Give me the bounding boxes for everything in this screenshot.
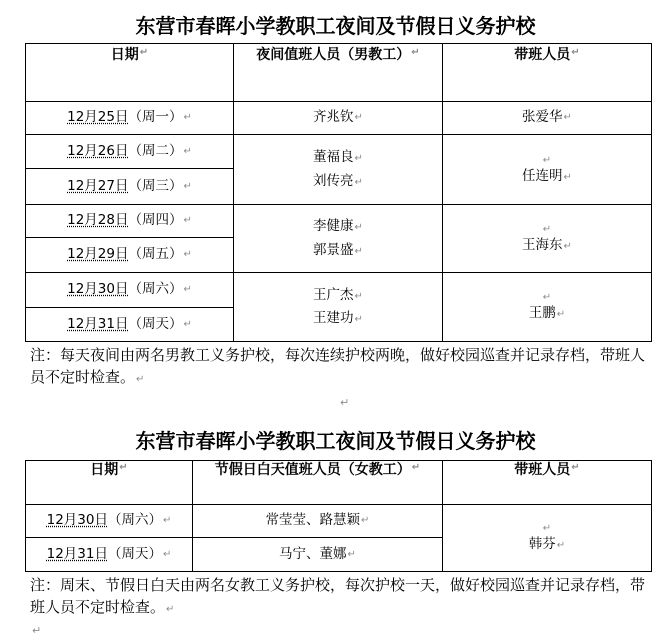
table1-leader-cell: 张爱华 ↵ — [522, 109, 572, 126]
table1-night-staff-cell: 齐兆钦 ↵ — [313, 109, 363, 126]
table2-leader-cell: ↵ 韩芬↵ — [528, 523, 566, 553]
table1-night-staff-cell: 董福良↵ 刘传亮↵ — [313, 149, 363, 189]
table1-header-date: 日期 ↵ — [110, 47, 149, 63]
table1-note: 注：每天夜间由两名男教工义务护校，每次连续护校两晚，做好校园巡查并记录存档，带班人员不定时检查。↵ — [30, 346, 646, 386]
table1-leader-cell: ↵ 王海东↵ — [522, 223, 572, 253]
table2-date-cell: 12月31日 （周天） ↵ — [46, 545, 172, 562]
table2-day-staff-cell: 常莹莹、路慧颖 ↵ — [265, 512, 370, 529]
table1-date-cell: 12月26日 （周二） ↵ — [67, 142, 192, 159]
paragraph-mark: ↵ — [340, 396, 350, 409]
table1-night-staff-cell: 王广杰↵ 王建功↵ — [313, 286, 363, 326]
table1-leader-cell: ↵ 任连明↵ — [522, 154, 572, 184]
table1-date-cell: 12月29日 （周五） ↵ — [67, 246, 192, 263]
table2-title: 东营市春晖小学教职工夜间及节假日义务护校 — [135, 429, 536, 453]
table1-date-cell: 12月27日 （周三） ↵ — [67, 177, 192, 194]
table1-date-cell: 12月31日 （周天） ↵ — [67, 315, 192, 332]
table2-date-cell: 12月30日 （周六） ↵ — [46, 512, 172, 529]
table1-date-cell: 12月28日 （周四） ↵ — [67, 212, 192, 229]
table1-title: 东营市春晖小学教职工夜间及节假日义务护校 — [135, 14, 536, 38]
table1-leader-cell: ↵ 王鹏↵ — [528, 292, 566, 322]
table2-header-day-staff: 节假日白天值班人员（女教工） ↵ — [214, 462, 421, 478]
table1-night-staff-cell: 李健康↵ 郭景盛↵ — [313, 218, 363, 258]
table1-date-cell: 12月25日 （周一） ↵ — [67, 109, 192, 126]
table2-day-staff-cell: 马宁、董娜 ↵ — [279, 545, 356, 562]
table2-note: 注：周末、节假日白天由两名女教工义务护校，每次护校一天，做好校园巡查并记录存档，带班人员不定时检查。↵ — [30, 576, 646, 616]
table2-header-date: 日期 ↵ — [90, 462, 128, 478]
paragraph-mark: ↵ — [32, 624, 42, 637]
table1-date-cell: 12月30日 （周六） ↵ — [67, 281, 192, 298]
table1-header-night-staff: 夜间值班人员（男教工） ↵ — [256, 47, 420, 63]
table1-header-leader: 带班人员 ↵ — [514, 47, 580, 63]
table2-header-leader: 带班人员 ↵ — [514, 462, 580, 478]
